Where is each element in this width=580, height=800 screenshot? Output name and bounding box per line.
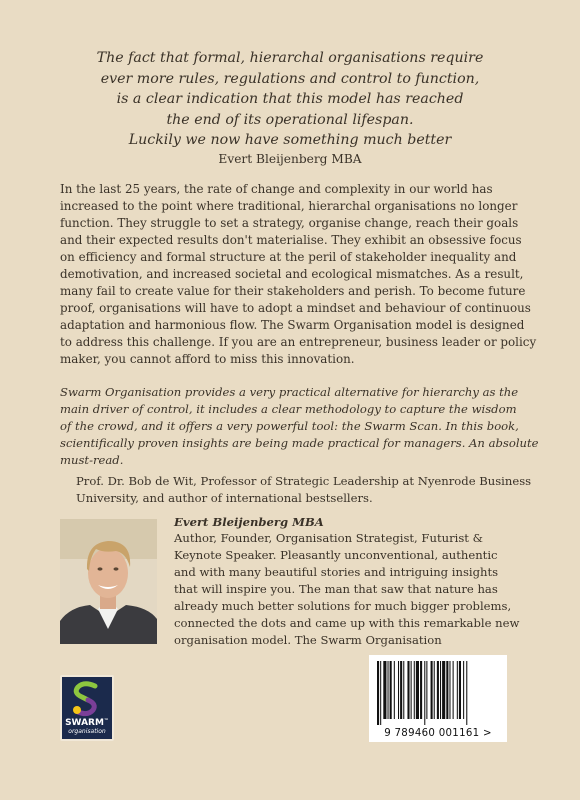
- bio-line: that will inspire you. The man that saw that nature has: [174, 581, 498, 596]
- barcode-bars: [369, 659, 507, 729]
- endorsement-quote: [60, 384, 539, 469]
- blurb-line: many fail to create value for their stakeholders and perish. To become future: [60, 284, 526, 299]
- barcode-bar: [457, 661, 458, 719]
- quote-line: Luckily we now have something much better: [128, 132, 452, 148]
- blurb-line: on efficiency and formal structure at the peril of stakeholder inequality and: [60, 250, 517, 265]
- blurb-line: maker, you cannot afford to miss this innovation.: [60, 352, 355, 367]
- blurb-line: adaptation and harmonious flow. The Swarm Organisation model is designed: [60, 318, 525, 333]
- barcode-bar: [380, 661, 381, 725]
- quote-author: Evert Bleijenberg MBA: [218, 152, 362, 166]
- barcode-bar: [463, 661, 464, 719]
- barcode-bar: [416, 661, 419, 719]
- isbn-barcode: [369, 655, 507, 742]
- barcode-bar: [394, 661, 395, 719]
- endorsement-author-line: University, and author of international bestsellers.: [76, 490, 373, 505]
- barcode-bar: [442, 661, 445, 719]
- endorsement-line: Swarm Organisation provides a very practical alternative for hierarchy as the: [60, 385, 519, 399]
- endorsement-line: of the crowd, and it offers a very powerful tool: the Swarm Scan. In this book,: [60, 418, 519, 433]
- cover-quote: [60, 48, 520, 151]
- barcode-bar: [377, 661, 379, 725]
- barcode-bar: [434, 661, 435, 719]
- barcode-bar: [388, 661, 389, 719]
- quote-line: ever more rules, regulations and control to function,: [100, 70, 480, 87]
- barcode-bar: [398, 661, 399, 719]
- barcode-bar: [449, 661, 450, 719]
- barcode-digits: 9 789460 001161 >: [384, 728, 492, 739]
- logo-tm: ™: [103, 718, 109, 724]
- bio-line: Author, Founder, Organisation Strategist, Futurist &: [174, 531, 483, 545]
- quote-line: The fact that formal, hierarchal organisations require: [96, 50, 484, 66]
- blurb-line: demotivation, and increased societal and ecological mismatches. As a result,: [60, 267, 524, 282]
- swarm-s-icon: [62, 679, 112, 719]
- blurb-line: function. They struggle to set a strategy, organise change, reach their goals: [60, 216, 519, 231]
- swarm-organisation-logo: [60, 675, 114, 741]
- endorsement-author-line: Prof. Dr. Bob de Wit, Professor of Strategic Leadership at Nyenrode Business: [76, 474, 532, 488]
- barcode-bar: [411, 661, 412, 719]
- barcode-bar: [424, 661, 425, 725]
- barcode-bar: [459, 661, 461, 719]
- endorsement-line: must-read.: [60, 452, 124, 467]
- author-bio: [174, 530, 534, 649]
- barcode-bar: [437, 661, 439, 719]
- barcode-bar: [431, 661, 433, 719]
- blurb-line: and their expected results don't materialise. They exhibit an obsessive focus: [60, 233, 522, 248]
- quote-line: the end of its operational lifespan.: [166, 111, 414, 128]
- endorsement-author: [76, 473, 532, 507]
- blurb-line: increased to the point where traditional, hierarchal organisations no longer: [60, 199, 518, 214]
- barcode-bar: [453, 661, 454, 719]
- bio-line: already much better solutions for much bigger problems,: [174, 598, 512, 613]
- blurb-line: In the last 25 years, the rate of change and complexity in our world has: [60, 182, 493, 196]
- author-photo: [60, 519, 157, 644]
- endorsement-line: scientifically proven insights are being made practical for managers. An absolute: [60, 435, 539, 450]
- author-portrait-illustration: [60, 519, 157, 644]
- endorsement-line: main driver of control, it includes a clear methodology to capture the wisdom: [60, 401, 517, 416]
- logo-word: SWARM: [65, 718, 104, 728]
- bio-line: Keynote Speaker. Pleasantly unconventional, authentic: [174, 547, 498, 562]
- bio-name: Evert Bleijenberg MBA: [174, 515, 324, 529]
- quote-line: is a clear indication that this model has reached: [116, 91, 464, 107]
- bio-line: connected the dots and came up with this remarkable new: [174, 615, 520, 630]
- logo-subtitle: organisation: [68, 728, 106, 735]
- barcode-bar: [426, 661, 427, 719]
- blurb-paragraph: [60, 181, 537, 369]
- barcode-bar: [440, 661, 441, 719]
- barcode-bar: [383, 661, 386, 719]
- bio-line: and with many beautiful stories and intriguing insights: [174, 564, 499, 579]
- bio-line: organisation model. The Swarm Organisation: [174, 632, 442, 647]
- barcode-bar: [420, 661, 422, 719]
- blurb-line: to address this challenge. If you are an entrepreneur, business leader or policy: [60, 335, 537, 350]
- barcode-bar: [414, 661, 415, 719]
- blurb-line: proof, organisations will have to adopt a mindset and behaviour of continuous: [60, 301, 531, 316]
- barcode-bar: [390, 661, 392, 719]
- barcode-bar: [403, 661, 404, 719]
- barcode-bar: [446, 661, 448, 719]
- barcode-bar: [407, 661, 409, 719]
- barcode-bar: [466, 661, 467, 725]
- barcode-bar: [400, 661, 402, 719]
